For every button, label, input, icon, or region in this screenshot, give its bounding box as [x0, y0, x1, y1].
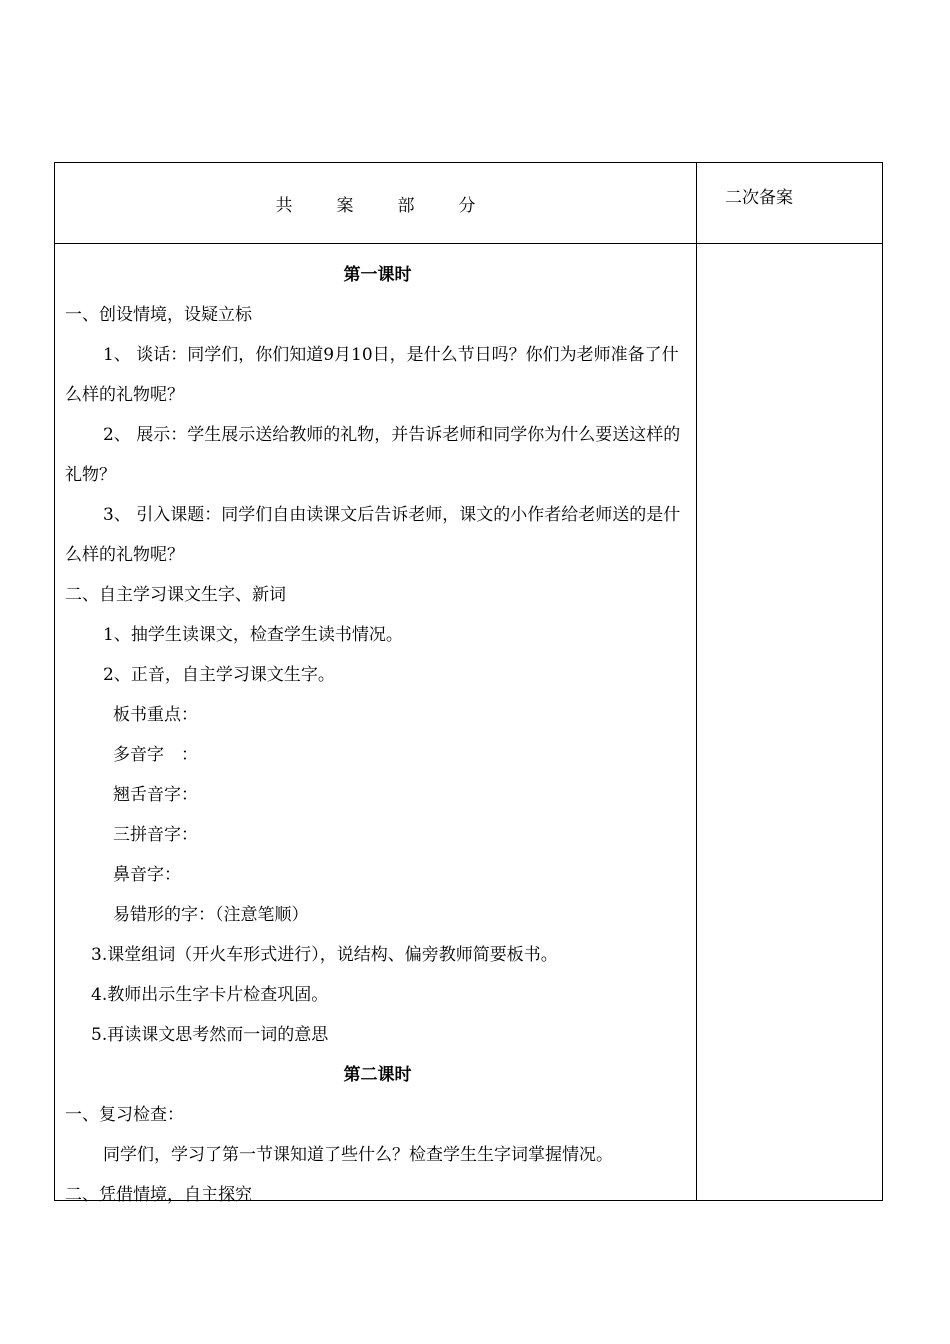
section-title: 一、创设情境，设疑立标 — [65, 305, 252, 325]
list-item: 5.再读课文思考然而一词的意思 — [91, 1025, 329, 1045]
board-item: 翘舌音字： — [113, 785, 198, 805]
list-item: 2、正音，自主学习课文生字。 — [103, 665, 335, 685]
lesson1-title: 第一课时 — [343, 265, 412, 285]
section-title: 二、自主学习课文生字、新词 — [65, 585, 286, 605]
header-main — [55, 163, 696, 243]
list-item: 2、 展示：学生展示送给教师的礼物，并告诉老师和同学你为什么要送这样的礼物？ — [65, 425, 681, 485]
list-item: 4.教师出示生字卡片检查巩固。 — [91, 985, 329, 1005]
header-char: 分 — [458, 195, 476, 216]
section-title: 一、复习检查： — [65, 1105, 184, 1125]
lesson-plan-table — [54, 162, 883, 1205]
paragraph: 同学们，学习了第一节课知道了些什么？检查学生生字词掌握情况。 — [103, 1145, 613, 1165]
header-side: 二次备案 — [725, 188, 793, 208]
header-char: 案 — [336, 195, 354, 216]
lesson2-title: 第二课时 — [343, 1065, 412, 1085]
board-item: 易错形的字：（注意笔顺） — [113, 905, 309, 925]
header-char: 共 — [275, 195, 293, 216]
main-content — [65, 255, 690, 1215]
list-item: 3、 引入课题：同学们自由读课文后告诉老师，课文的小作者给老师送的是什么样的礼物呢？ — [65, 505, 681, 565]
header-divider — [55, 243, 882, 244]
list-item: 1、 谈话：同学们，你们知道9月10日，是什么节日吗？你们为老师准备了什么样的礼物呢？ — [65, 345, 679, 405]
header-char: 部 — [397, 195, 415, 216]
column-divider — [696, 163, 697, 1200]
board-item: 鼻音字： — [113, 865, 181, 885]
list-item: 3.课堂组词（开火车形式进行），说结构、偏旁教师简要板书。 — [91, 945, 558, 965]
list-item: 1、抽学生读课文，检查学生读书情况。 — [103, 625, 403, 645]
section-title: 二、凭借情境，自主探究 — [65, 1185, 252, 1205]
board-title: 板书重点： — [113, 705, 198, 725]
board-item: 三拼音字： — [113, 825, 198, 845]
board-item: 多音字 ： — [113, 745, 198, 765]
